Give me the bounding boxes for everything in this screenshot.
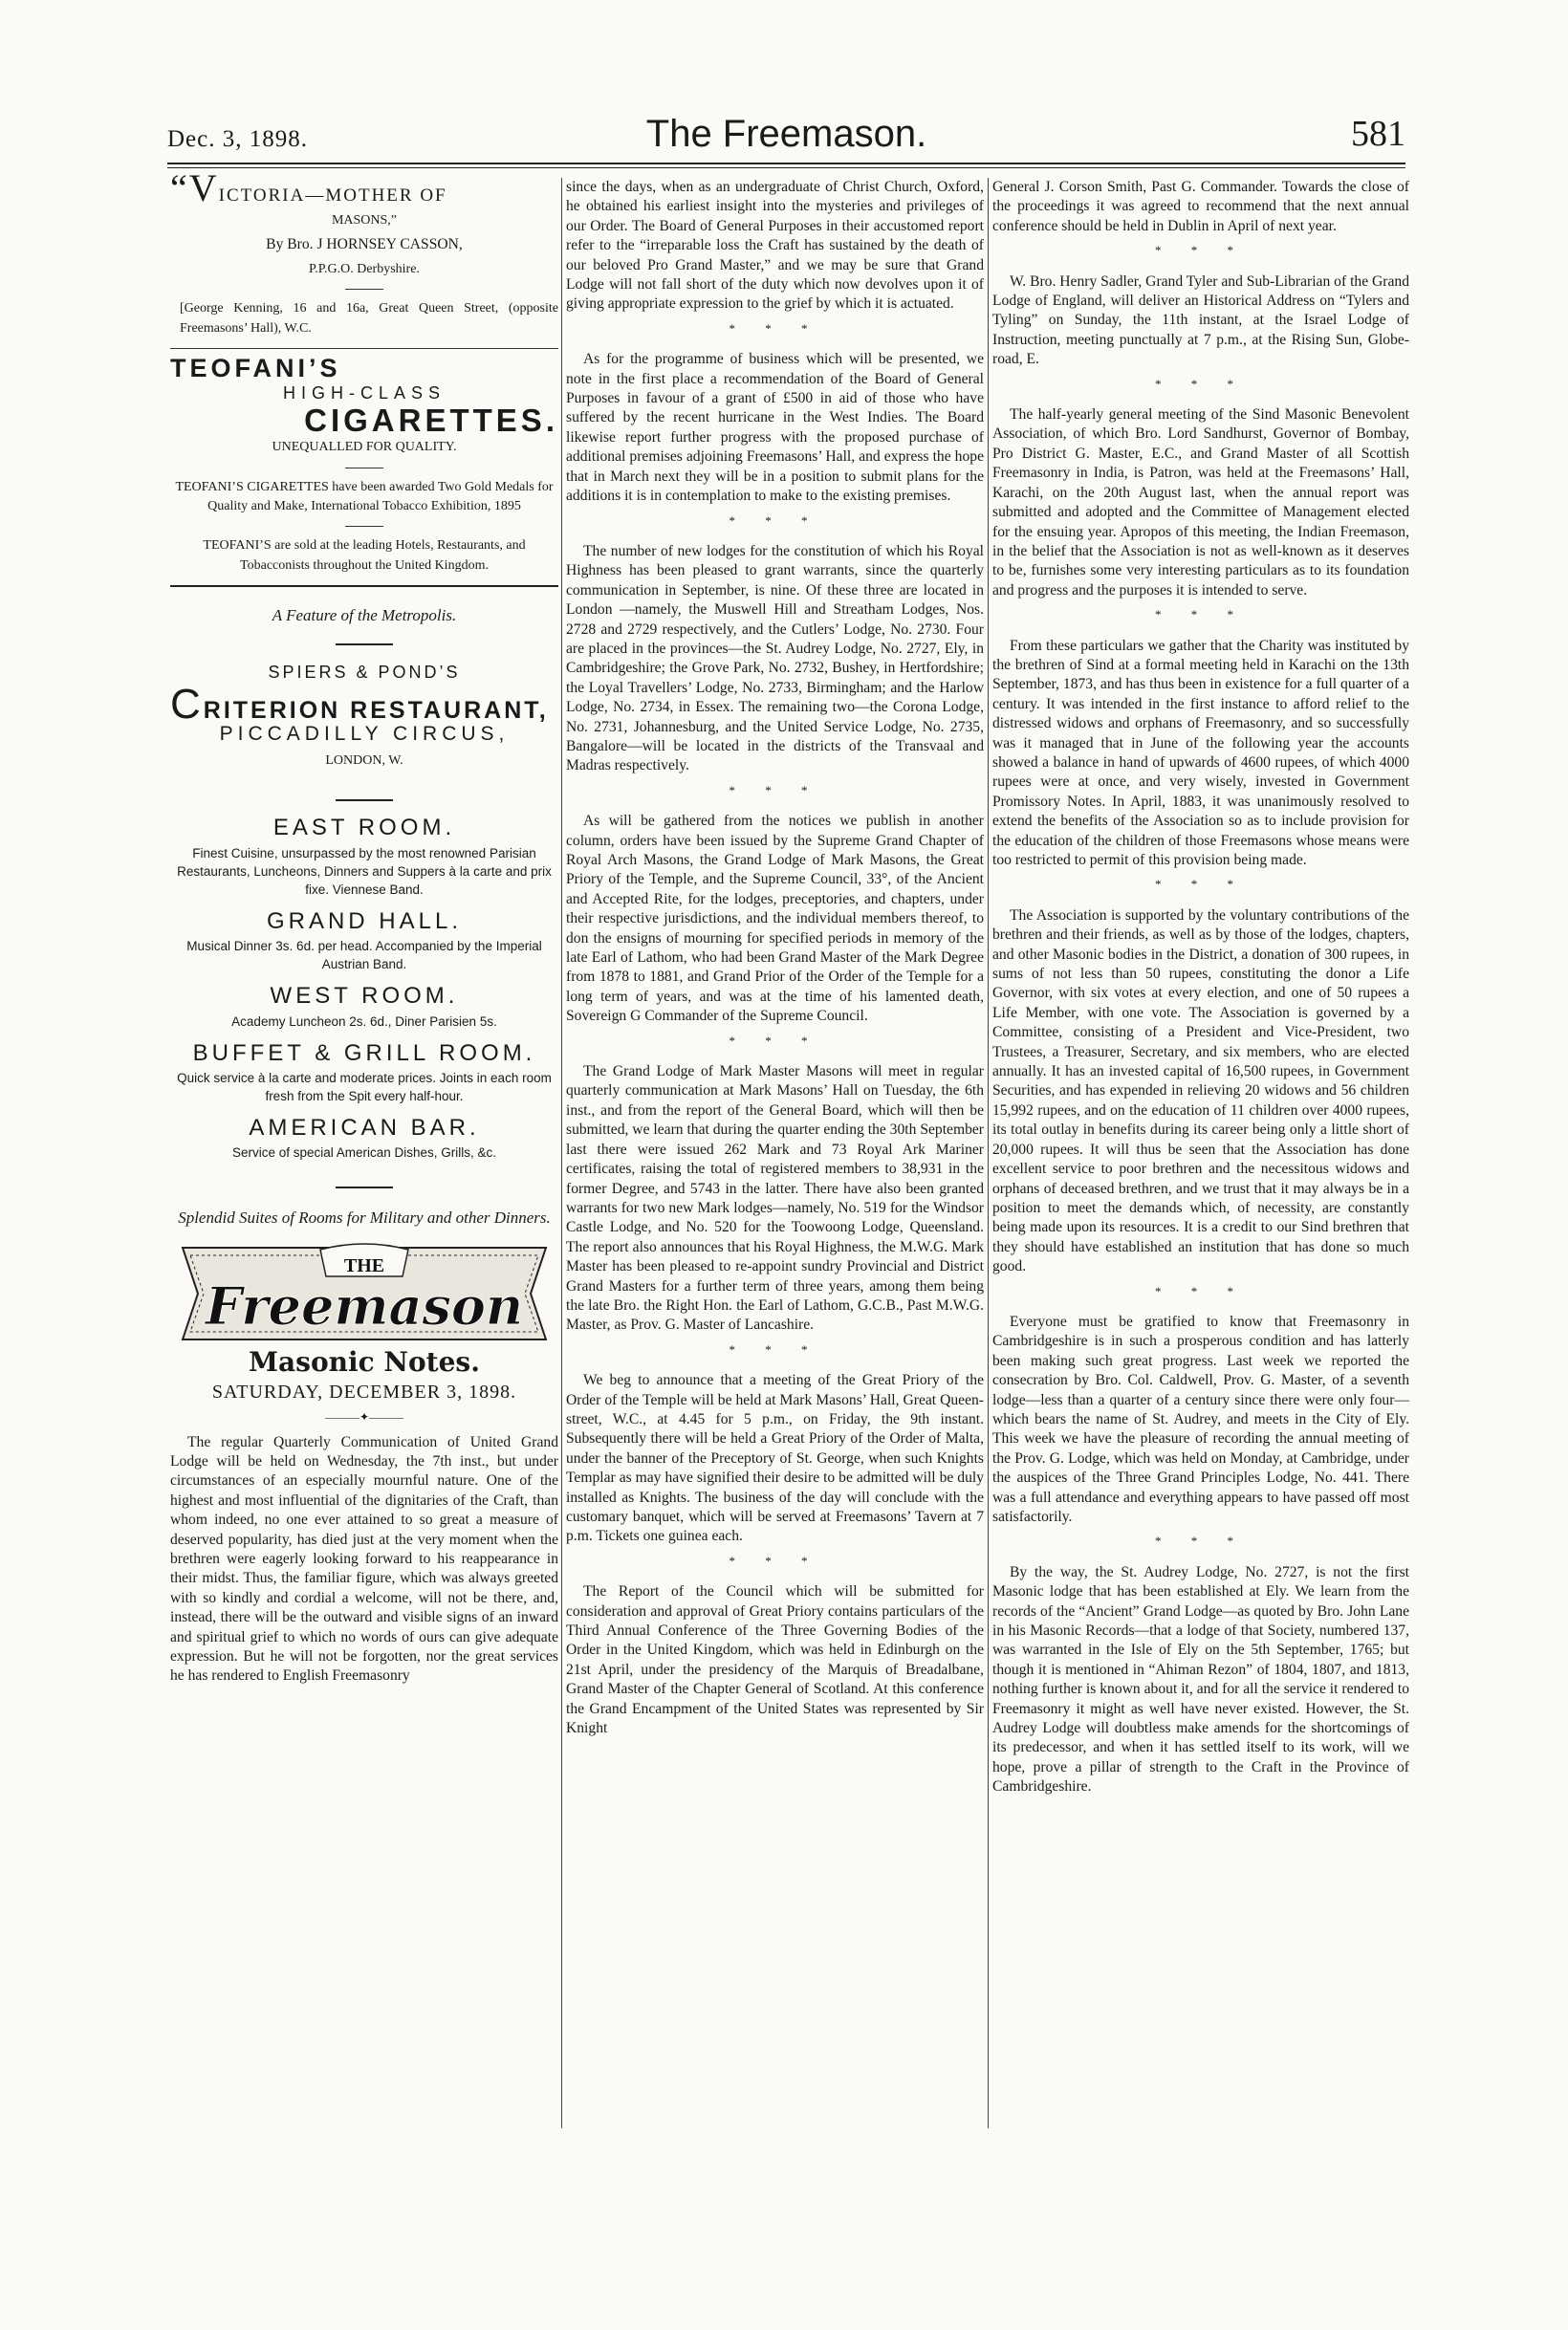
header-rule [167, 163, 1405, 164]
paragraph: Everyone must be gratified to know that Freemasonry in Cambridgeshire is in such a prosperous condition and has latterly been making such great progress. Last week we reported the consecration by Bro. Col. Caldwell, Prov. G. Master, of a seventh lodge—less than a quarter of a century since there were only four—which bears the name of St. Audrey, and meets in the City of Ely. This week we have the pleasure of recording the annual meeting of the Prov. G. Lodge, which was held on Monday, at Cambridge, under the auspices of the Three Grand Principles Lodge, No. 441. There was a full attendance and everything appears to have passed off most satisfactorily. [992, 1313, 1409, 1525]
section-break-stars: * * * [729, 1553, 821, 1568]
page-number: 581 [1351, 114, 1405, 154]
section-title: Masonic Notes. [249, 1346, 480, 1379]
divider [345, 289, 383, 290]
divider [336, 799, 393, 801]
criterion-ad [170, 606, 558, 1230]
teofani-awards: TEOFANI’S CIGARETTES have been awarded Two Gold Medals for Quality and Make, International Tobacco Exhibition, 1895 [175, 479, 554, 514]
ad-divider [170, 348, 558, 349]
section-break-stars: * * * [1155, 243, 1247, 258]
room-description: Quick service à la carte and moderate prices. Joints in each room fresh from the Spit every half-hour. [177, 1070, 552, 1103]
victoria-title: “VICTORIA—MOTHER OF [170, 166, 447, 209]
room-name: GRAND HALL. [266, 907, 463, 934]
criterion-suites: Splendid Suites of Rooms for Military and other Dinners. [178, 1209, 551, 1228]
section-break-stars: * * * [729, 782, 821, 797]
room-name: WEST ROOM. [270, 983, 459, 1010]
victoria-author: By Bro. J HORNSEY CASSON, [266, 236, 463, 253]
masthead-the: THE [343, 1255, 385, 1277]
section-break-stars: * * * [729, 320, 821, 336]
victoria-ad [170, 166, 558, 338]
teofani-high-class: HIGH-CLASS [282, 383, 446, 403]
paragraph: From these particulars we gather that the Charity was instituted by the brethren of Sind at a formal meeting held in Karachi on the 13th September, 1873, and has thus been in existence for a full quarter of a century. It was intended in the first instance to afford relief to the distressed widows and orphans of Freemasonry, and so successfully was it managed that in June of the following year the accounts showed a balance in hand of upwards of 4600 rupees, of which 4000 rupees were at once, and very wisely, invested in Government Promissory Notes. In April, 1883, it was unanimously resolved to extend the benefits of the Association so as to include provision for the education of the children of those Freemasons whose means were too restricted to permit of this provision being made. [992, 637, 1409, 868]
criterion-location: PICCADILLY CIRCUS, [219, 722, 510, 745]
column-3 [992, 178, 1409, 1802]
paragraph: We beg to announce that a meeting of the Great Priory of the Order of the Temple will be held at Mark Masons’ Hall, Great Queen-street, W.C., at 4.45 for 5 p.m., on Friday, the 9th instant. Subsequently there will be held a Great Priory of the Order of Malta, under the banner of the Preceptory of St. George, when such Knights Templar as may have signified their desire to be admitted will be duly installed as Knights. The business of the day will conclude with the customary banquet, which will be served at Freemasons’ Tavern at 7 p.m. Tickets one guinea each. [566, 1372, 984, 1545]
paragraph: The Report of the Council which will be submitted for consideration and approval of Great Priory contains particulars of the Third Annual Conference of the Three Governing Bodies of the Order in the United Kingdom, which was held in Edinburgh on the 21st April, under the presidency of the Marquis of Breadalbane, Grand Master of the Chapter General of Scotland. At this conference the Grand Encampment of the United States was represented by Sir Knight [566, 1583, 984, 1737]
paragraph: As for the programme of business which will be presented, we note in the first place a recommendation of the Board of General Purposes in favour of a grant of £500 in aid of those who have suffered by the recent hurricane in the West Indies. The Board likewise report further progress with the proposed purchase of additional premises adjoining Freemasons’ Hall, and express the hope that in March next they will be in a position to submit plans for the additions it is in contemplation to make to the existing premises. [566, 351, 984, 505]
room-description: Musical Dinner 3s. 6d. per head. Accompanied by the Imperial Austrian Band. [186, 939, 542, 972]
paragraph: The number of new lodges for the constitution of which his Royal Highness has been pleased to grant warrants, since the quarterly communication in September, is nine. Of these three are located in London —namely, the Muswell Hill and Streatham Lodges, Nos. 2728 and 2729 respectively, and the Cutlers’ Lodge, No. 2730. Four are placed in the provinces—the St. Audrey Lodge, No. 2727, Ely, in Cambridgeshire; the Grove Park, No. 2732, Bushey, in Hertfordshire; the Loyal Travellers’ Lodge, No. 2733, Birmingham; and the Harlow Lodge, No. 2734, in Essex. The remaining two—the Corona Lodge, No. 2731, Johannesburg, and the United Service Lodge, No. 2735, Bangalore—will be located in the districts of the Transvaal and Madras respectively. [566, 542, 984, 774]
teofani-name: TEOFANI’S [170, 354, 341, 383]
teofani-cigarettes: CIGARETTES. [304, 402, 558, 438]
issue-date: Dec. 3, 1898. [167, 126, 308, 152]
section-break-stars: * * * [1155, 376, 1247, 391]
section-break-stars: * * * [1155, 1534, 1247, 1549]
room-description: Service of special American Dishes, Grills, &c. [231, 1145, 497, 1161]
room-name: BUFFET & GRILL ROOM. [192, 1039, 536, 1066]
section-date: SATURDAY, DECEMBER 3, 1898. [211, 1381, 517, 1403]
paragraph: As will be gathered from the notices we publish in another column, orders have been issued by the Supreme Grand Chapter of Royal Arch Masons, the Grand Lodge of Mark Masons, the Great Priory of the Temple, and the Supreme Council, 33°, of the Ancient and Accepted Rite, for the lodges, preceptories, and chapters, under their respective jurisdictions, and the individual members thereof, to don the ensigns of mourning for specified periods in memory of the late Earl of Lathom, who had been Grand Master of the Mark Degree from 1878 to 1881, and Grand Prior of the Order of the Temple for a long term of years, and was at the time of his lamented death, Sovereign G Commander of the Supreme Council. [566, 813, 984, 1025]
ad-divider [170, 585, 558, 587]
criterion-feature: A Feature of the Metropolis. [272, 606, 457, 625]
column-divider [988, 178, 989, 2128]
criterion-city: LONDON, W. [325, 752, 403, 768]
paragraph: By the way, the St. Audrey Lodge, No. 2727, is not the first Masonic lodge that has been established at Ely. We learn from the records of the “Ancient” Grand Lodge—as quoted by Bro. John Lane in his Masonic Records—that a lodge of that Society, numbered 137, was warranted in the Isle of Ely on the 5th September, 1765; but though it is mentioned in “Ahiman Rezon” of 1804, 1807, and 1813, nothing further is known about it, and for all the service it rendered to Freemasonry it might as well have never existed. However, the St. Audrey Lodge will doubtless make amends for the shortcomings of its predecessor, and when it has settled itself to its work, will we hope, prove a pillar of strength to the Craft in the Province of Cambridgeshire. [992, 1563, 1409, 1796]
teofani-tagline: UNEQUALLED FOR QUALITY. [272, 440, 457, 455]
section-break-stars: * * * [729, 1033, 821, 1048]
victoria-author-title: P.P.G.O. Derbyshire. [309, 261, 420, 276]
paragraph: since the days, when as an undergraduate of Christ Church, Oxford, he obtained his earliest insight into the mysteries and privileges of our Order. The Board of General Purposes in their accustomed report refer to the “irreparable loss the Craft has sustained by the death of our beloved Pro Grand Master,” and we may be sure that Grand Lodge will not fall short of the duty which now devolves upon it of giving appropriate expression to the grief by which it is actuated. [566, 179, 984, 313]
victoria-publisher: [George Kenning, 16 and 16a, Great Queen Street, (opposite Freemasons’ Hall), W.C. [180, 301, 558, 336]
room-description: Finest Cuisine, unsurpassed by the most renowned Parisian Restaurants, Luncheons, Dinners and Suppers à la carte and prix fixe. Viennese Band. [177, 845, 552, 897]
divider [336, 1187, 393, 1188]
teofani-sold: TEOFANI’S are sold at the leading Hotels, Restaurants, and Tobacconists throughout the United Kingdom. [203, 538, 526, 573]
ornament-divider-icon: ———✦——— [324, 1410, 404, 1425]
room-name: AMERICAN BAR. [249, 1114, 480, 1141]
section-break-stars: * * * [729, 1341, 821, 1357]
divider [345, 526, 383, 527]
room-name: EAST ROOM. [272, 815, 456, 841]
section-break-stars: * * * [1155, 607, 1247, 622]
section-break-stars: * * * [1155, 1283, 1247, 1298]
masthead-name: Freemason [205, 1275, 524, 1338]
masthead-banner [177, 1240, 552, 1347]
section-break-stars: * * * [1155, 877, 1247, 892]
criterion-owners: SPIERS & POND’S [268, 662, 461, 682]
column-2 [566, 178, 984, 1743]
col1-article [170, 1433, 558, 1687]
paragraph: General J. Corson Smith, Past G. Commander. Towards the close of the proceedings it was agreed to recommend that the next annual conference should be held in Dublin in April of next year. [992, 179, 1409, 234]
teofani-ad [170, 354, 558, 576]
divider [336, 643, 393, 645]
column-1 [170, 166, 558, 2138]
room-description: Academy Luncheon 2s. 6d., Diner Parisien 5s. [231, 1013, 497, 1029]
paragraph: W. Bro. Henry Sadler, Grand Tyler and Sub-Librarian of the Grand Lodge of England, will deliver an Historical Address on “Tylers and Tyling” on Sunday, the 11th instant, at the Israel Lodge of Instruction, meeting punctually at 7 p.m., at the Rising Sun, Globe-road, E. [992, 272, 1409, 368]
column-divider [561, 178, 562, 2128]
victoria-title-line2: MASONS,” [331, 213, 398, 228]
paragraph: The Association is supported by the voluntary contributions of the brethren and their friends, as well as by those of the lodges, chapters, and other Masonic bodies in the District, a donation of 300 rupees, in sums of not less than 50 rupees, constituting the donor a Life Governor, with six votes at every election, and one of 50 rupees a Life Member, with one vote. The Association is governed by a Committee, consisting of a President and Vice-President, two Trustees, a Treasurer, Secretary, and six members, who are elected annually. It has an invested capital of 16,500 rupees, in Government Securities, and has expended in relieving 20 widows and 56 children 15,992 rupees, and on the education of 11 children over 4000 rupees, its total outlay in benefits during its career being only a little short of 20,000 rupees. It will thus be seen that the Association has done excellent service to poor brethren and the necessitous widows and orphans of deceased brethren, and we trust that it may always be in a position to meet the demands which, of necessity, are constantly being made upon its resources. It is a credit to our Sind brethren that they should have established an institution that has done so much good. [992, 906, 1409, 1275]
page-header [167, 113, 1405, 159]
paragraph: The Grand Lodge of Mark Master Masons will meet in regular quarterly communication at Mark Masons’ Hall on Tuesday, the 6th inst., and from the report of the General Board, which will then be submitted, we learn that during the quarter ending the 30th September last there were issued 262 Mark and 73 Royal Ark Mariner certificates, raising the total of registered members to 38,931 in the former Degree, and 5743 in the latter. There have also been granted warrants for two new Mark lodges—namely, No. 519 for the Windsor Castle Lodge, and No. 520 for the Toowoong Lodge, Queensland. The report also announces that his Royal Highness, the M.W.G. Mark Master has been pleased to re-appoint sundry Provincial and District Grand Masters for a further term of three years, among them being the late Bro. the Right Hon. the Earl of Lathom, G.C.B., Past M.W.G. Master, as Prov. G. Master of Lancashire. [566, 1063, 984, 1334]
criterion-name: CRITERION RESTAURANT, [170, 681, 549, 729]
header-rule-thin [167, 167, 1405, 168]
paragraph: The regular Quarterly Communication of United Grand Lodge will be held on Wednesday, the 7th inst., but under circumstances of an especially mournful nature. One of the highest and most influential of the dignitaries of the Craft, than whom indeed, no one ever attained to so great a measure of deserved popularity, has died just at the very moment when the brethren were eagerly looking forward to his reappearance in their midst. Thus, the familiar figure, which was always greeted with so kindly and cordial a welcome, will not be there, and, instead, there will be the outward and visible signs of an inward and spiritual grief to which no words of ours can give adequate expression. But he will not be forgotten, nor the great services he has rendered to English Freemasonry [170, 1433, 558, 1685]
freemason-masthead [177, 1240, 552, 1347]
newspaper-title: The Freemason. [645, 113, 927, 155]
paragraph: The half-yearly general meeting of the Sind Masonic Benevolent Association, of which Bro. Lord Sandhurst, Governor of Bombay, Pro District G. Master, E.C., and Grand Master of all Scottish Freemasonry in India, is Patron, was held at the Freemasons’ Hall, Karachi, on the 20th August last, when the annual report was submitted and adopted and the Committee of Management elected for the ensuing year. Apropos of this meeting, the Indian Freemason, in the belief that the Association is not as well-known as it deserves to be, furnishes some very interesting particulars as to its foundation and progress and the purposes it is intended to serve. [992, 406, 1409, 599]
section-break-stars: * * * [729, 512, 821, 528]
